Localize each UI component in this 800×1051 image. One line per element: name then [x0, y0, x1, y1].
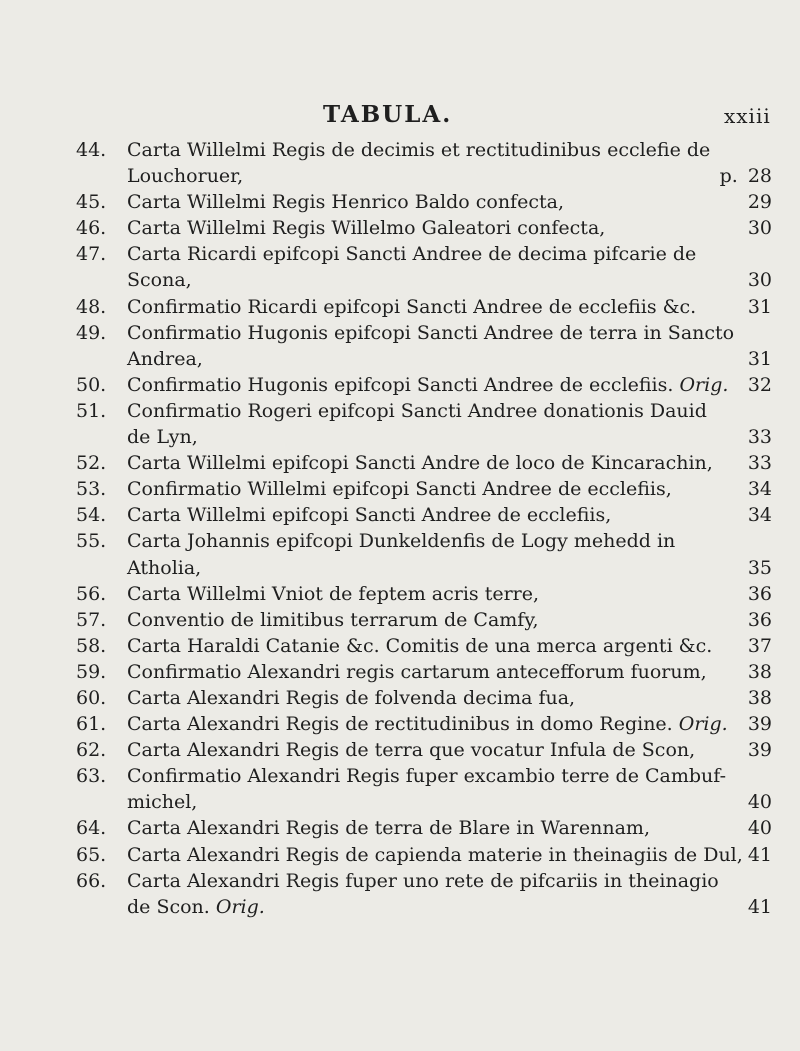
entry-title	[127, 320, 735, 346]
running-title: TABULA.	[323, 101, 453, 128]
entry-page	[748, 711, 772, 737]
entry-page-number: 39	[747, 739, 772, 762]
toc-entry	[0, 581, 800, 607]
page-prefix: p.	[719, 165, 738, 188]
entry-title	[127, 476, 672, 502]
entry-title-continuation	[127, 346, 647, 372]
entry-page-number: 38	[747, 686, 772, 709]
entry-title-text: Carta Willelmi Regis Henrico Baldo confecta,	[127, 191, 564, 214]
toc-entry	[0, 763, 800, 815]
entry-page	[748, 189, 772, 215]
entry-number: 58.	[76, 634, 107, 657]
entry-page	[720, 163, 772, 189]
toc-entry	[0, 528, 800, 580]
entry-page-number: 40	[747, 791, 772, 814]
entry-title	[127, 398, 727, 424]
entry-page	[748, 424, 772, 450]
entry-title-continuation	[127, 424, 647, 450]
entry-title	[127, 372, 729, 398]
entry-number: 49.	[76, 321, 107, 344]
entry-page	[748, 894, 772, 920]
entry-title-continuation-text: michel,	[127, 791, 198, 814]
entry-title-continuation	[127, 894, 647, 920]
entry-title-text: Carta Alexandri Regis de terra que vocatur Infula de Scon,	[127, 739, 696, 762]
entry-number: 61.	[76, 713, 107, 736]
entry-page	[748, 737, 772, 763]
entry-number: 56.	[76, 582, 107, 605]
entry-number: 45.	[76, 191, 107, 214]
entry-page-number: 41	[747, 895, 772, 918]
entry-title	[127, 294, 697, 320]
entry-title-continuation-text: de Lyn,	[127, 426, 198, 449]
entry-title-text: Carta Alexandri Regis de rectitudinibus in domo Regine.	[127, 713, 673, 736]
entry-page-number: 31	[747, 347, 772, 370]
entry-number: 50.	[76, 373, 107, 396]
entry-title-text: Carta Alexandri Regis de folvenda decima fua,	[127, 686, 576, 709]
entry-number: 60.	[76, 686, 107, 709]
entry-title-text: Conventio de limitibus terrarum de Camfy,	[127, 608, 539, 631]
entry-page	[748, 607, 772, 633]
entry-page-number: 38	[747, 660, 772, 683]
entry-page	[748, 633, 772, 659]
entry-page-number: 41	[747, 843, 772, 866]
entry-title-text: Carta Alexandri Regis fuper uno rete de pifcariis in theinagio	[127, 869, 719, 892]
entry-title-continuation-text: Andrea,	[127, 347, 203, 370]
entry-title	[127, 659, 707, 685]
entry-title	[127, 633, 713, 659]
entry-title-text: Carta Alexandri Regis de capienda materie in theinagiis de Dul,	[127, 843, 743, 866]
toc-entry	[0, 815, 800, 841]
toc-entry	[0, 189, 800, 215]
entry-page	[748, 450, 772, 476]
entry-title	[127, 581, 647, 607]
toc-entry	[0, 450, 800, 476]
entry-title-text: Carta Willelmi epifcopi Sancti Andree de ecclefiis,	[127, 504, 612, 527]
entry-number: 47.	[76, 243, 107, 266]
entry-page	[748, 294, 772, 320]
entry-page-number: 39	[747, 713, 772, 736]
entry-title	[127, 685, 647, 711]
entry-page	[748, 215, 772, 241]
entry-title-continuation-text: Atholia,	[127, 556, 202, 579]
entry-page-number: 33	[747, 426, 772, 449]
entry-title	[127, 137, 727, 163]
toc-entry	[0, 320, 800, 372]
entry-title	[127, 502, 647, 528]
entry-page-number: 31	[747, 295, 772, 318]
entry-page	[748, 555, 772, 581]
entry-title-text: Confirmatio Alexandri regis cartarum antecefforum fuorum,	[127, 660, 707, 683]
toc-entry	[0, 737, 800, 763]
entry-title	[127, 189, 647, 215]
toc-entry	[0, 215, 800, 241]
entry-page-number: 29	[747, 191, 772, 214]
toc-entry	[0, 372, 800, 398]
entry-title-continuation	[127, 163, 647, 189]
entry-number: 64.	[76, 817, 107, 840]
entry-page	[748, 815, 772, 841]
entry-page-number: 36	[747, 582, 772, 605]
entry-title-continuation	[127, 789, 647, 815]
entry-title	[127, 868, 727, 894]
page-number: xxiii	[724, 104, 771, 128]
entry-number: 63.	[76, 765, 107, 788]
entry-title	[127, 241, 727, 267]
entry-page-number: 33	[747, 452, 772, 475]
entry-title-text: Carta Alexandri Regis de terra de Blare in Warennam,	[127, 817, 650, 840]
entry-number: 65.	[76, 843, 107, 866]
entry-title	[127, 450, 713, 476]
entry-title	[127, 528, 727, 554]
entry-page-number: 28	[747, 165, 772, 188]
entry-page-number: 32	[747, 373, 772, 396]
table-of-contents	[0, 137, 800, 920]
entry-page	[748, 842, 772, 868]
entry-title-text: Carta Willelmi Vniot de feptem acris terre,	[127, 582, 540, 605]
entry-title	[127, 711, 728, 737]
entry-page	[748, 476, 772, 502]
toc-entry	[0, 633, 800, 659]
entry-title-continuation	[127, 555, 647, 581]
entry-page-number: 34	[747, 478, 772, 501]
entry-title-text: Confirmatio Hugonis epifcopi Sancti Andree de ecclefiis.	[127, 373, 674, 396]
entry-page-number: 37	[747, 634, 772, 657]
entry-title-text: Carta Haraldi Catanie &c. Comitis de una merca argenti &c.	[127, 634, 713, 657]
entry-number: 57.	[76, 608, 107, 631]
orig-note: Orig.	[679, 373, 729, 396]
entry-page	[748, 581, 772, 607]
entry-page-number: 34	[747, 504, 772, 527]
entry-title-text: Confirmatio Rogeri epifcopi Sancti Andree donationis Dauid	[127, 399, 707, 422]
orig-note: Orig.	[678, 713, 728, 736]
toc-entry	[0, 711, 800, 737]
toc-entry	[0, 842, 800, 868]
entry-title-text: Confirmatio Alexandri Regis fuper excambio terre de Cambuf-	[127, 765, 727, 788]
entry-page-number: 36	[747, 608, 772, 631]
entry-number: 62.	[76, 739, 107, 762]
toc-entry	[0, 868, 800, 920]
entry-number: 54.	[76, 504, 107, 527]
entry-title-text: Carta Ricardi epifcopi Sancti Andree de decima pifcarie de	[127, 243, 697, 266]
entry-page	[748, 267, 772, 293]
entry-title-text: Carta Johannis epifcopi Dunkeldenfis de Logy mehedd in	[127, 530, 676, 553]
entry-title-text: Confirmatio Ricardi epifcopi Sancti Andree de ecclefiis &c.	[127, 295, 697, 318]
entry-title	[127, 842, 743, 868]
entry-title-continuation	[127, 267, 647, 293]
entry-title-text: Carta Willelmi Regis Willelmo Galeatori confecta,	[127, 217, 606, 240]
entry-title	[127, 763, 727, 789]
entry-number: 51.	[76, 399, 107, 422]
toc-entry	[0, 659, 800, 685]
entry-number: 46.	[76, 217, 107, 240]
entry-number: 44.	[76, 139, 107, 161]
entry-page-number: 30	[747, 217, 772, 240]
entry-title-text: Carta Willelmi Regis de decimis et rectitudinibus ecclefie de	[127, 139, 711, 161]
orig-note: Orig.	[215, 895, 265, 918]
entry-number: 53.	[76, 478, 107, 501]
entry-title-text: Confirmatio Hugonis epifcopi Sancti Andree de terra in Sancto	[127, 321, 735, 344]
entry-number: 52.	[76, 452, 107, 475]
toc-entry	[0, 685, 800, 711]
entry-title-continuation-text: de Scon.	[127, 895, 210, 918]
toc-entry	[0, 607, 800, 633]
toc-entry	[0, 476, 800, 502]
entry-page	[748, 502, 772, 528]
entry-page	[748, 685, 772, 711]
toc-entry	[0, 502, 800, 528]
entry-title	[127, 607, 647, 633]
entry-number: 48.	[76, 295, 107, 318]
entry-page-number: 35	[747, 556, 772, 579]
entry-page	[748, 659, 772, 685]
toc-entry	[0, 241, 800, 293]
entry-page	[748, 789, 772, 815]
toc-entry	[0, 294, 800, 320]
entry-title	[127, 215, 647, 241]
entry-page-number: 30	[747, 269, 772, 292]
entry-title-text: Confirmatio Willelmi epifcopi Sancti Andree de ecclefiis,	[127, 478, 672, 501]
entry-number: 55.	[76, 530, 107, 553]
entry-title	[127, 815, 650, 841]
toc-entry	[0, 137, 800, 189]
entry-number: 66.	[76, 869, 107, 892]
entry-title-continuation-text: Scona,	[127, 269, 192, 292]
entry-title-continuation-text: Louchoruer,	[127, 165, 244, 188]
entry-number: 59.	[76, 660, 107, 683]
entry-page-number: 40	[747, 817, 772, 840]
toc-entry	[0, 398, 800, 450]
entry-page	[748, 346, 772, 372]
entry-page	[748, 372, 772, 398]
entry-title-text: Carta Willelmi epifcopi Sancti Andre de loco de Kincarachin,	[127, 452, 713, 475]
entry-title	[127, 737, 696, 763]
